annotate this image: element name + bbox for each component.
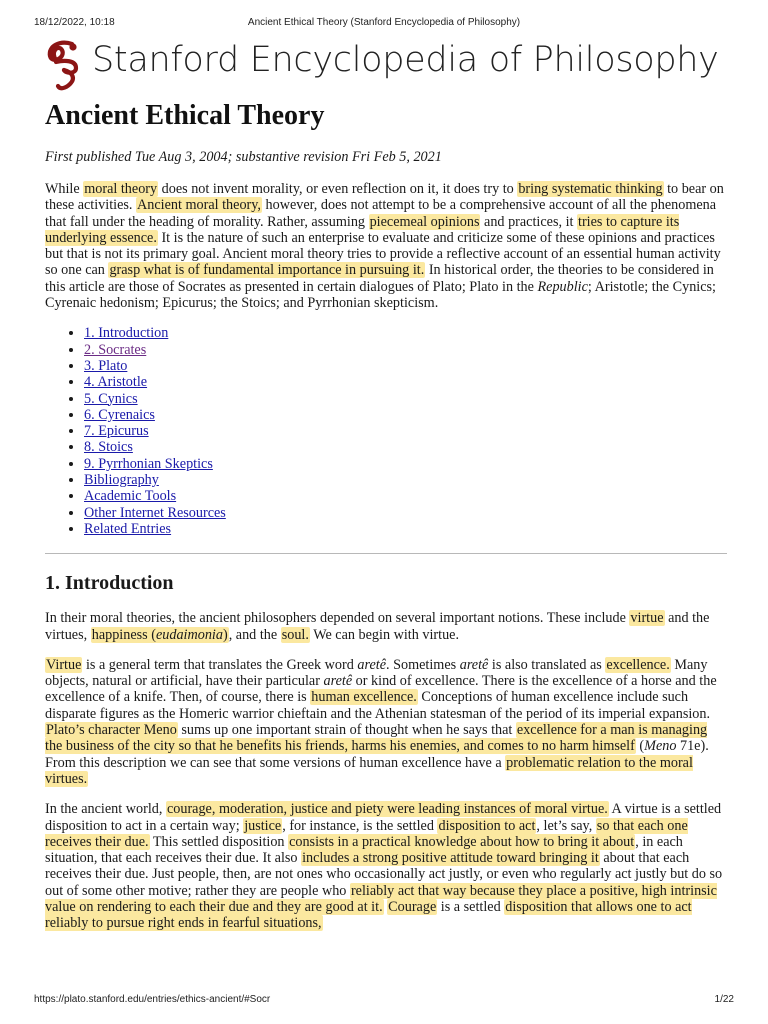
divider xyxy=(45,553,727,554)
print-page-number: 1/22 xyxy=(714,994,734,1005)
toc-link-plato[interactable]: 3. Plato xyxy=(84,357,128,374)
highlight: disposition to act xyxy=(438,817,536,834)
toc-link-introduction[interactable]: 1. Introduction xyxy=(84,325,169,342)
toc-item xyxy=(84,488,727,504)
toc-link-bibliography[interactable]: Bibliography xyxy=(84,472,159,489)
highlight: tries to capture its underlying essence. xyxy=(45,213,680,246)
intro-paragraph-3: In the ancient world, courage, moderation, justice and piety were leading instances of moral virtue. A virtue is a settled disposition to act in a certain way; justice, for instance, is the settled disposition to act, let’s say, so that each one receives their due. This settled disposition consists in a practical knowledge about how to bring it about, in each situation, that each receives their due. It also includes a strong positive attitude toward bringing it about that each receives their due. Just people, then, are not ones who occasionally act justly, or even who regularly act justly but do so out of some other motive; rather they are people who reliably act that way because they place a positive, high intrinsic value on rendering to each their due and they are good at it. Courage is a settled disposition that allows one to act reliably to pursue right ends in fearful situations, xyxy=(45,801,723,932)
toc-link-other-internet-resources[interactable]: Other Internet Resources xyxy=(84,504,226,521)
toc-item xyxy=(84,505,727,521)
toc-item xyxy=(84,358,727,374)
print-datetime: 18/12/2022, 10:18 xyxy=(34,17,115,28)
toc-item xyxy=(84,374,727,390)
toc-item xyxy=(84,407,727,423)
toc-link-academic-tools[interactable]: Academic Tools xyxy=(84,488,177,505)
highlight: reliably act that way because they place a positive, high intrinsic value on rendering to each their due and they are good at it. xyxy=(45,882,717,915)
toc-item xyxy=(84,423,727,439)
highlight: Ancient moral theory, xyxy=(137,197,261,214)
intro-paragraph-1: In their moral theories, the ancient philosophers depended on several important notions. These include virtue and the virtues, happiness (eudaimonia), and the soul. We can begin with virtue. xyxy=(45,610,710,643)
toc-item xyxy=(84,391,727,407)
highlight: justice xyxy=(244,817,282,834)
toc-item xyxy=(84,342,727,358)
highlight: moral theory xyxy=(84,181,158,197)
toc-item xyxy=(84,472,727,488)
toc-link-pyrrhonian-skeptics[interactable]: 9. Pyrrhonian Skeptics xyxy=(84,455,213,472)
table-of-contents xyxy=(45,325,727,537)
highlight: virtue xyxy=(630,610,664,627)
highlight: bring systematic thinking xyxy=(518,181,663,197)
highlight: problematic relation to the moral virtues. xyxy=(45,754,693,787)
toc-item xyxy=(84,521,727,537)
highlight: courage, moderation, justice and piety were leading instances of moral virtue. xyxy=(166,801,608,818)
toc-link-related-entries[interactable]: Related Entries xyxy=(84,520,172,537)
article xyxy=(45,98,727,932)
publication-info: First published Tue Aug 3, 2004; substantive revision Fri Feb 5, 2021 xyxy=(45,149,442,165)
intro-paragraph-2: Virtue is a general term that translates the Greek word aretê. Sometimes aretê is also translated as excellence. Many objects, natural or artificial, have their particular aretê or kind of excellence. There is the excellence of a horse and the excellence of a knife. Then, of course, there is human excellence. Conceptions of human excellence include such disparate figures as the Homeric warrior chieftain and the Athenian statesman of the period of its imperial expansion. Plato’s character Meno sums up one important strain of thought when he says that excellence for a man is managing the business of the city so that he benefits his friends, harms his enemies, and comes to no harm himself (Meno 71e). From this description we can see that some versions of human excellence have a problematic relation to the moral virtues. xyxy=(45,656,717,787)
highlight: Virtue xyxy=(46,656,82,673)
toc-item xyxy=(84,439,727,455)
highlight: soul. xyxy=(281,626,309,643)
highlight: grasp what is of fundamental importance in pursuing it. xyxy=(109,262,425,279)
highlight: happiness (eudaimonia) xyxy=(91,626,228,643)
print-doc-title: Ancient Ethical Theory (Stanford Encyclopedia of Philosophy) xyxy=(247,17,521,28)
toc-link-socrates[interactable]: 2. Socrates xyxy=(84,341,147,358)
site-name: Stanford Encyclopedia of Philosophy xyxy=(92,40,719,80)
highlight: includes a strong positive attitude toward bringing it xyxy=(302,850,599,867)
highlight: excellence. xyxy=(606,656,670,673)
toc-link-aristotle[interactable]: 4. Aristotle xyxy=(84,374,148,391)
highlight: so that each one receives their due. xyxy=(45,817,688,850)
print-url: https://plato.stanford.edu/entries/ethics-ancient/#Socr xyxy=(34,994,271,1005)
section-heading-introduction: 1. Introduction xyxy=(45,572,174,595)
toc-item xyxy=(84,456,727,472)
highlight: human excellence. xyxy=(311,689,417,706)
toc-link-epicurus[interactable]: 7. Epicurus xyxy=(84,423,149,440)
toc-link-cyrenaics[interactable]: 6. Cyrenaics xyxy=(84,406,155,423)
highlight: Plato’s character Meno xyxy=(46,722,177,739)
toc-item xyxy=(84,325,727,341)
highlight: disposition that allows one to act reliably to pursue right ends in fearful situations, xyxy=(45,898,692,932)
sep-logo-icon xyxy=(42,38,84,92)
highlight: excellence for a man is managing the business of the city so that he benefits his friends, harms his enemies, and comes to no harm himself xyxy=(45,722,708,755)
highlight: consists in a practical knowledge about how to bring it about xyxy=(289,833,635,850)
toc-link-stoics[interactable]: 8. Stoics xyxy=(84,439,133,456)
preamble-paragraph: While moral theory does not invent morality, or even reflection on it, it does try to bring systematic thinking to bear on these activities. Ancient moral theory, however, does not attempt to be a comprehensive account of all the phenomena that fall under the heading of morality. Rather, assuming piecemeal opinions and practices, it tries to capture its underlying essence. It is the nature of such an enterprise to evaluate and criticize some of these opinions and practices but that is not its primary goal. Ancient moral theory tries to provide a reflective account of an essential human activity so one can grasp what is of fundamental importance in pursuing it. In historical order, the theories to be considered in this article are those of Socrates as presented in certain dialogues of Plato; Plato in the Republic; Aristotle; the Cynics; Cyrenaic hedonism; Epicurus; the Stoics; and Pyrrhonian skepticism. xyxy=(45,181,724,312)
highlight: piecemeal opinions xyxy=(369,213,480,230)
article-title: Ancient Ethical Theory xyxy=(45,100,325,131)
highlight: Courage xyxy=(388,898,437,915)
toc-link-cynics[interactable]: 5. Cynics xyxy=(84,390,138,407)
